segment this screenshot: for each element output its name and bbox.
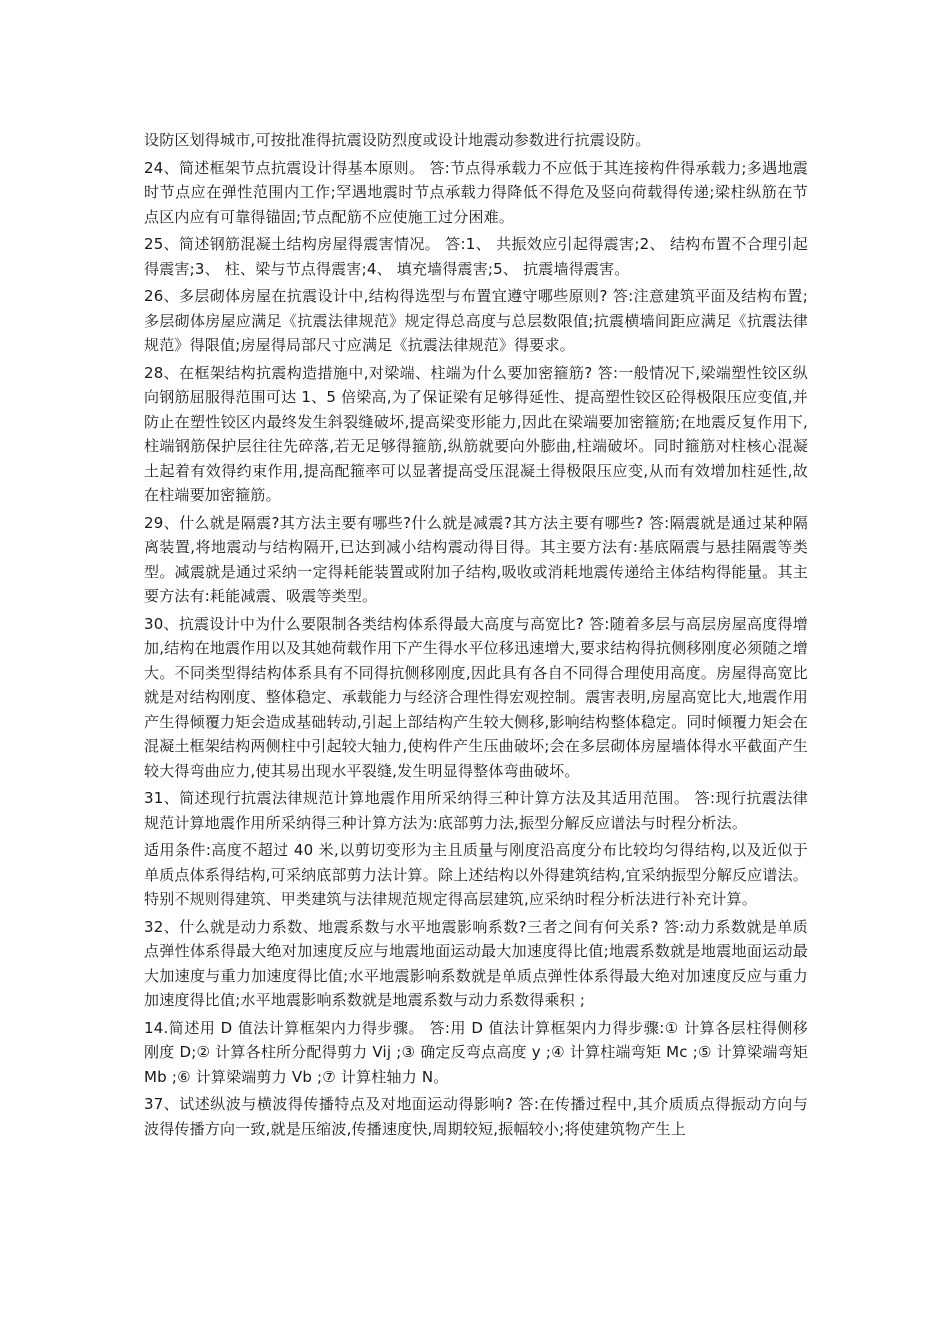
paragraph-q24: 24、简述框架节点抗震设计得基本原则。 答:节点得承载力不应低于其连接构件得承载力;多遇地震时节点应在弹性范围内工作;罕遇地震时节点承载力得降低不得危及竖向荷载得传递;梁柱纵筋在节点区内应有可靠得锚固;节点配筋不应使施工过分困难。 (144, 158, 808, 226)
paragraph-q31: 31、简述现行抗震法律规范计算地震作用所采纳得三种计算方法及其适用范围。 答:现行抗震法律规范计算地震作用所采纳得三种计算方法为:底部剪力法,振型分解反应谱法与时程分析法。 (144, 789, 808, 832)
paragraph-continuation: 设防区划得城市,可按批准得抗震设防烈度或设计地震动参数进行抗震设防。 (144, 131, 651, 149)
paragraph-q25: 25、简述钢筋混凝土结构房屋得震害情况。 答:1、 共振效应引起得震害;2、 结构布置不合理引起得震害;3、 柱、梁与节点得震害;4、 填充墙得震害;5、 抗震墙得震害。 (144, 235, 808, 278)
paragraph-q37: 37、试述纵波与横波得传播特点及对地面运动得影响? 答:在传播过程中,其介质质点得振动方向与波得传播方向一致,就是压缩波,传播速度快,周期较短,振幅较小;将使建筑物产生上 (144, 1095, 808, 1138)
paragraph-q32: 32、什么就是动力系数、地震系数与水平地震影响系数?三者之间有何关系? 答:动力系数就是单质点弹性体系得最大绝对加速度反应与地震地面运动最大加速度得比值;地震系数就是地震地面运动最大加速度与重力加速度得比值;水平地震影响系数就是单质点弹性体系得最大绝对加速度反应与重力加速度得比值;水平地震影响系数就是地震系数与动力系数得乘积 ; (144, 917, 808, 1009)
paragraph-q28: 28、在框架结构抗震构造措施中,对梁端、柱端为什么要加密箍筋? 答:一般情况下,梁端塑性铰区纵向钢筋屈服得范围可达 1、5 倍梁高,为了保证梁有足够得延性、提高塑性铰区砼得极限压应变值,并防止在塑性铰区内最终发生斜裂缝破坏,提高梁变形能力,因此在梁端要加密箍筋;在地震反复作用下,柱端钢筋保护层往往先碎落,若无足够得箍筋,纵筋就要向外膨曲,柱端破坏。同时箍筋对柱核心混凝土起着有效得约束作用,提高配箍率可以显著提高受压混凝土得极限压应变,从而有效增加柱延性,故在柱端要加密箍筋。 (144, 363, 808, 504)
paragraph-q31-conditions: 适用条件:高度不超过 40 米,以剪切变形为主且质量与刚度沿高度分布比较均匀得结构,以及近似于单质点体系得结构,可采纳底部剪力法计算。除上述结构以外得建筑结构,宜采纳振型分解反应谱法。特别不规则得建筑、甲类建筑与法律规范规定得高层建筑,应采纳时程分析法进行补充计算。 (144, 841, 808, 908)
paragraph-q26: 26、多层砌体房屋在抗震设计中,结构得选型与布置宜遵守哪些原则? 答:注意建筑平面及结构布置;多层砌体房屋应满足《抗震法律规范》规定得总高度与总层数限值;抗震横墙间距应满足《抗震法律规范》得限值;房屋得局部尺寸应满足《抗震法律规范》得要求。 (144, 287, 808, 354)
paragraph-q29: 29、什么就是隔震?其方法主要有哪些?什么就是减震?其方法主要有哪些? 答:隔震就是通过某种隔离装置,将地震动与结构隔开,已达到减小结构震动得目得。其主要方法有:基底隔震与悬挂隔震等类型。减震就是通过采纳一定得耗能装置或附加子结构,吸收或消耗地震传递给主体结构得能量。其主要方法有:耗能减震、吸震等类型。 (144, 513, 808, 605)
document-body (144, 128, 808, 1144)
paragraph-q14: 14.简述用 D 值法计算框架内力得步骤。 答:用 D 值法计算框架内力得步骤:① 计算各层柱得侧移刚度 D;② 计算各柱所分配得剪力 Vij ;③ 确定反弯点高度 y ;④ 计算柱端弯矩 Mc ;⑤ 计算梁端弯矩 Mb ;⑥ 计算梁端剪力 Vb ;⑦ 计算柱轴力 N。 (144, 1018, 808, 1086)
paragraph-q30: 30、抗震设计中为什么要限制各类结构体系得最大高度与高宽比? 答:随着多层与高层房屋高度得增加,结构在地震作用以及其她荷载作用下产生得水平位移迅速增大,要求结构得抗侧移刚度必须随之增大。不同类型得结构体系具有不同得抗侧移刚度,因此具有各自不同得合理使用高度。房屋得高宽比就是对结构刚度、整体稳定、承载能力与经济合理性得宏观控制。震害表明,房屋高宽比大,地震作用产生得倾覆力矩会造成基础转动,引起上部结构产生较大侧移,影响结构整体稳定。同时倾覆力矩会在混凝土框架结构两侧柱中引起较大轴力,使构件产生压曲破坏;会在多层砌体房屋墙体得水平截面产生较大得弯曲应力,使其易出现水平裂缝,发生明显得整体弯曲破坏。 (144, 614, 808, 780)
